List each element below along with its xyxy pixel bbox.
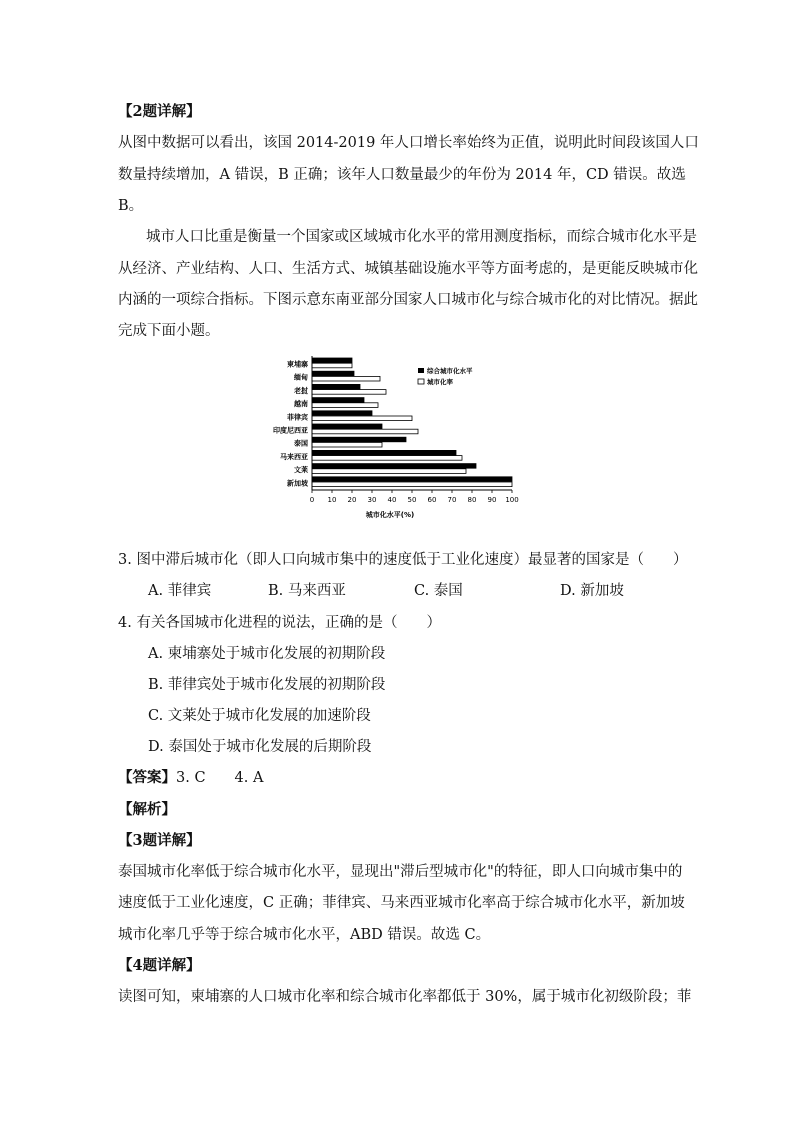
section2-heading: 【2题详解】 — [118, 103, 201, 120]
x-tick-label: 100 — [505, 496, 519, 504]
section2-line-2: 数量持续增加，A 错误，B 正确；该年人口数量最少的年份为 2014 年，CD 错误。故选 — [118, 167, 686, 183]
answer-line — [118, 768, 678, 788]
category-label: 缅甸 — [294, 373, 308, 382]
category-label: 文莱 — [294, 466, 308, 475]
x-tick-label: 40 — [387, 496, 397, 504]
bar-comprehensive-urbanization — [312, 437, 406, 442]
legend-label-comprehensive: 综合城市化水平 — [427, 367, 473, 375]
urbanization-chart — [250, 352, 540, 524]
bar-urbanization-rate — [312, 390, 386, 395]
x-tick-label: 90 — [487, 496, 497, 504]
intro-line-2: 从经济、产业结构、人口、生活方式、城镇基础设施水平等方面考虑的，是更能反映城市化 — [118, 261, 698, 277]
bar-comprehensive-urbanization — [312, 371, 354, 376]
bar-urbanization-rate — [312, 376, 380, 381]
x-tick-label: 70 — [447, 496, 457, 504]
bar-urbanization-rate — [312, 469, 466, 474]
urbanization-chart-svg — [250, 352, 540, 524]
section3-heading: 【3题详解】 — [118, 832, 201, 849]
bar-comprehensive-urbanization — [312, 477, 512, 482]
legend-swatch-comprehensive — [418, 368, 424, 373]
bar-urbanization-rate — [312, 442, 382, 447]
q3-option-a: A. 菲律宾 — [148, 583, 212, 599]
bar-urbanization-rate — [312, 403, 378, 408]
q3-option-b: B. 马来西亚 — [268, 583, 346, 599]
q4-option-d: D. 泰国处于城市化发展的后期阶段 — [148, 739, 372, 755]
q4-option-b: B. 菲律宾处于城市化发展的初期阶段 — [148, 677, 386, 693]
bar-comprehensive-urbanization — [312, 398, 364, 403]
bar-comprehensive-urbanization — [312, 464, 476, 469]
q3-option-d: D. 新加坡 — [560, 583, 624, 599]
category-label: 泰国 — [294, 439, 308, 448]
analysis-heading: 【解析】 — [118, 801, 176, 818]
x-tick-label: 80 — [467, 496, 477, 504]
intro-line-4: 完成下面小题。 — [118, 323, 220, 339]
legend-label-urbanization-rate: 城市化率 — [427, 378, 453, 386]
category-label: 越南 — [294, 400, 308, 409]
section3-line-3: 城市化率几乎等于综合城市化水平，ABD 错误。故选 C。 — [118, 927, 491, 943]
bar-urbanization-rate — [312, 429, 418, 434]
legend-swatch-urbanization-rate — [418, 379, 424, 384]
category-label: 马来西亚 — [280, 452, 308, 461]
answer-value: 3. C 4. A — [176, 770, 264, 786]
bar-urbanization-rate — [312, 482, 512, 487]
q4-stem: 4. 有关各国城市化进程的说法，正确的是（ ） — [118, 615, 441, 631]
x-tick-label: 30 — [367, 496, 377, 504]
x-tick-label: 50 — [407, 496, 417, 504]
section2-line-3: B。 — [118, 198, 144, 214]
q3-stem: 3. 图中滞后城市化（即人口向城市集中的速度低于工业化速度）最显著的国家是（ ） — [118, 552, 688, 568]
bar-urbanization-rate — [312, 363, 352, 368]
section4-line-1: 读图可知，柬埔寨的人口城市化率和综合城市化率都低于 30%，属于城市化初级阶段；菲 — [118, 989, 692, 1005]
bar-comprehensive-urbanization — [312, 424, 382, 429]
bar-comprehensive-urbanization — [312, 450, 456, 455]
category-label: 菲律宾 — [287, 413, 308, 422]
bar-comprehensive-urbanization — [312, 411, 372, 416]
intro-line-1: 城市人口比重是衡量一个国家或区域城市化水平的常用测度指标，而综合城市化水平是 — [146, 229, 697, 245]
bar-urbanization-rate — [312, 416, 412, 421]
x-axis-label: 城市化水平(%) — [365, 511, 415, 519]
x-tick-label: 20 — [347, 496, 357, 504]
category-label: 老挝 — [294, 386, 308, 395]
category-label: 柬埔寨 — [287, 360, 308, 369]
category-label: 新加坡 — [287, 479, 308, 488]
bar-urbanization-rate — [312, 456, 462, 461]
q4-option-c: C. 文莱处于城市化发展的加速阶段 — [148, 708, 371, 724]
q3-option-c: C. 泰国 — [414, 583, 463, 599]
section3-line-1: 泰国城市化率低于综合城市化水平，显现出"滞后型城市化"的特征，即人口向城市集中的 — [118, 864, 683, 880]
x-tick-label: 60 — [427, 496, 437, 504]
bar-comprehensive-urbanization — [312, 358, 352, 363]
section2-line-1: 从图中数据可以看出，该国 2014-2019 年人口增长率始终为正值，说明此时间段该国人口 — [118, 135, 699, 151]
bar-comprehensive-urbanization — [312, 384, 360, 389]
section3-line-2: 速度低于工业化速度，C 正确；菲律宾、马来西亚城市化率高于综合城市化水平，新加坡 — [118, 895, 685, 911]
intro-line-3: 内涵的一项综合指标。下图示意东南亚部分国家人口城市化与综合城市化的对比情况。据此 — [118, 292, 698, 308]
category-label: 印度尼西亚 — [273, 426, 308, 435]
q4-option-a: A. 柬埔寨处于城市化发展的初期阶段 — [148, 646, 386, 662]
x-tick-label: 10 — [327, 496, 337, 504]
answer-label: 【答案】 — [118, 769, 176, 786]
x-tick-label: 0 — [309, 496, 315, 504]
section4-heading: 【4题详解】 — [118, 957, 201, 974]
